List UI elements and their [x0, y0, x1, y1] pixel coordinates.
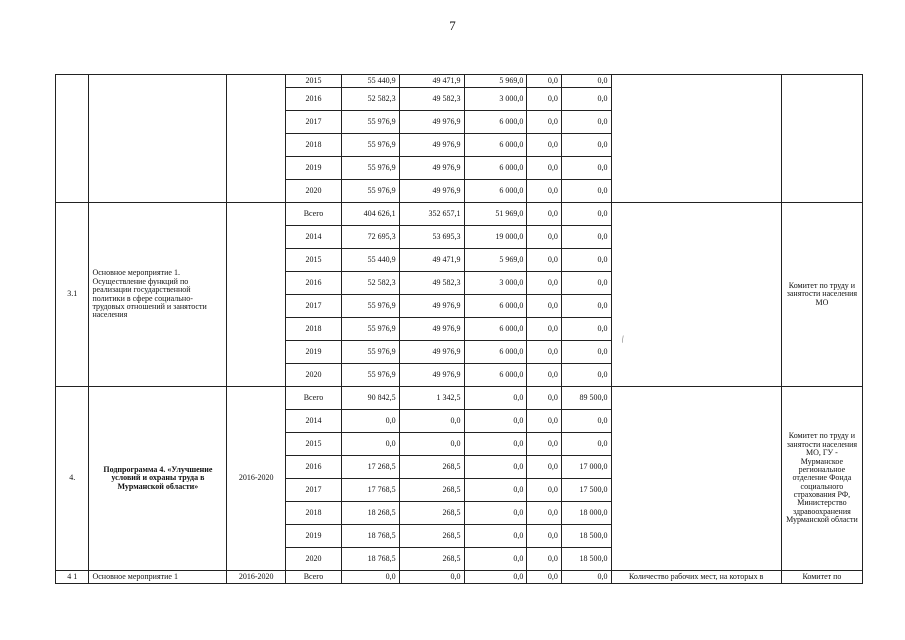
year-cell: 2016 [286, 88, 342, 111]
total-cell: 17 768,5 [341, 479, 399, 502]
source2-cell: 3 000,0 [464, 88, 527, 111]
source2-cell: 19 000,0 [464, 226, 527, 249]
source2-cell: 6 000,0 [464, 341, 527, 364]
page-number: 7 [449, 18, 456, 33]
year-cell: 2015 [286, 75, 342, 88]
source3-cell: 0,0 [527, 249, 561, 272]
source2-cell: 6 000,0 [464, 295, 527, 318]
source3-cell: 0,0 [527, 548, 561, 571]
source4-cell: 0,0 [561, 272, 611, 295]
source4-cell: 0,0 [561, 433, 611, 456]
year-cell: 2019 [286, 157, 342, 180]
table-row [56, 387, 863, 410]
source1-cell: 268,5 [399, 502, 464, 525]
table-body [56, 75, 863, 584]
source4-cell: 0,0 [561, 341, 611, 364]
source4-cell: 18 000,0 [561, 502, 611, 525]
total-cell: 0,0 [341, 433, 399, 456]
total-cell: 52 582,3 [341, 88, 399, 111]
item-name: Основное мероприятие 1 [89, 571, 227, 584]
year-cell: 2014 [286, 226, 342, 249]
total-cell: 55 976,9 [341, 111, 399, 134]
source1-cell: 268,5 [399, 456, 464, 479]
year-cell: Всего [286, 571, 342, 584]
source1-cell: 268,5 [399, 479, 464, 502]
source3-cell: 0,0 [527, 295, 561, 318]
source3-cell: 0,0 [527, 203, 561, 226]
item-number: 4. [56, 387, 89, 571]
source3-cell: 0,0 [527, 525, 561, 548]
year-cell: 2020 [286, 180, 342, 203]
source1-cell: 268,5 [399, 525, 464, 548]
source1-cell: 1 342,5 [399, 387, 464, 410]
year-cell: 2017 [286, 479, 342, 502]
source1-cell: 49 976,9 [399, 111, 464, 134]
source3-cell: 0,0 [527, 180, 561, 203]
source3-cell: 0,0 [527, 226, 561, 249]
source3-cell: 0,0 [527, 134, 561, 157]
source2-cell: 6 000,0 [464, 180, 527, 203]
responsible-org: Комитет по труду и занятости населения МО [781, 203, 862, 387]
total-cell: 55 976,9 [341, 157, 399, 180]
item-period: 2016-2020 [227, 571, 286, 584]
source3-cell: 0,0 [527, 479, 561, 502]
total-cell: 18 268,5 [341, 502, 399, 525]
source1-cell: 352 657,1 [399, 203, 464, 226]
source2-cell: 0,0 [464, 502, 527, 525]
total-cell: 55 440,9 [341, 249, 399, 272]
source4-cell: 0,0 [561, 295, 611, 318]
source4-cell: 0,0 [561, 134, 611, 157]
total-cell: 52 582,3 [341, 272, 399, 295]
year-cell: 2019 [286, 341, 342, 364]
year-cell: Всего [286, 387, 342, 410]
source3-cell: 0,0 [527, 341, 561, 364]
org-cell [781, 75, 862, 203]
source1-cell: 49 976,9 [399, 341, 464, 364]
source3-cell: 0,0 [527, 571, 561, 584]
total-cell: 0,0 [341, 410, 399, 433]
source2-cell: 0,0 [464, 525, 527, 548]
source2-cell: 51 969,0 [464, 203, 527, 226]
year-cell: 2015 [286, 249, 342, 272]
source3-cell: 0,0 [527, 433, 561, 456]
source2-cell: 0,0 [464, 571, 527, 584]
source2-cell: 0,0 [464, 456, 527, 479]
source1-cell: 49 471,9 [399, 249, 464, 272]
total-cell: 72 695,3 [341, 226, 399, 249]
total-cell: 55 976,9 [341, 180, 399, 203]
source3-cell: 0,0 [527, 157, 561, 180]
indicator-cell [611, 75, 781, 203]
total-cell: 0,0 [341, 571, 399, 584]
total-cell: 55 976,9 [341, 318, 399, 341]
source1-cell: 49 976,9 [399, 180, 464, 203]
source4-cell: 17 000,0 [561, 456, 611, 479]
source4-cell: 0,0 [561, 75, 611, 88]
table-row [56, 571, 863, 584]
total-cell: 90 842,5 [341, 387, 399, 410]
name-cell [89, 75, 227, 203]
item-number: 4 1 [56, 571, 89, 584]
year-cell: 2014 [286, 410, 342, 433]
num-cell [56, 75, 89, 203]
source1-cell: 49 582,3 [399, 272, 464, 295]
total-cell: 18 768,5 [341, 525, 399, 548]
source4-cell: 17 500,0 [561, 479, 611, 502]
responsible-org: Комитет по [781, 571, 862, 584]
source1-cell: 53 695,3 [399, 226, 464, 249]
total-cell: 404 626,1 [341, 203, 399, 226]
source4-cell: 0,0 [561, 180, 611, 203]
source4-cell: 0,0 [561, 111, 611, 134]
source1-cell: 49 471,9 [399, 75, 464, 88]
item-name: Основное мероприятие 1. Осуществление функций по реализации государственной политики в сфере социально-трудовых отношений и занятости населения [89, 203, 227, 387]
source1-cell: 268,5 [399, 548, 464, 571]
total-cell: 18 768,5 [341, 548, 399, 571]
item-name: Подпрограмма 4. «Улучшение условий и охраны труда в Мурманской области» [89, 387, 227, 571]
source2-cell: 6 000,0 [464, 134, 527, 157]
source4-cell: 0,0 [561, 318, 611, 341]
total-cell: 55 976,9 [341, 134, 399, 157]
year-cell: 2020 [286, 548, 342, 571]
source1-cell: 0,0 [399, 410, 464, 433]
source4-cell: 0,0 [561, 571, 611, 584]
source3-cell: 0,0 [527, 364, 561, 387]
stray-mark: ⁄ [619, 334, 626, 344]
source4-cell: 0,0 [561, 203, 611, 226]
source4-cell: 18 500,0 [561, 525, 611, 548]
total-cell: 55 976,9 [341, 295, 399, 318]
source4-cell: 0,0 [561, 157, 611, 180]
indicator-cell [611, 203, 781, 387]
responsible-org: Комитет по труду и занятости населения МО, ГУ - Мурманское региональное отделение Фонда социального страхования РФ, Министерство здравоохранения Мурманской области [781, 387, 862, 571]
year-cell: 2015 [286, 433, 342, 456]
source3-cell: 0,0 [527, 410, 561, 433]
year-cell: 2017 [286, 295, 342, 318]
item-number: 3.1 [56, 203, 89, 387]
source4-cell: 0,0 [561, 410, 611, 433]
source3-cell: 0,0 [527, 456, 561, 479]
source2-cell: 5 969,0 [464, 249, 527, 272]
source2-cell: 0,0 [464, 479, 527, 502]
year-cell: 2018 [286, 134, 342, 157]
source1-cell: 49 582,3 [399, 88, 464, 111]
source3-cell: 0,0 [527, 75, 561, 88]
source1-cell: 49 976,9 [399, 295, 464, 318]
source1-cell: 49 976,9 [399, 134, 464, 157]
source2-cell: 3 000,0 [464, 272, 527, 295]
item-period [227, 203, 286, 387]
item-period: 2016-2020 [227, 387, 286, 571]
source4-cell: 18 500,0 [561, 548, 611, 571]
total-cell: 55 976,9 [341, 341, 399, 364]
source2-cell: 6 000,0 [464, 364, 527, 387]
source4-cell: 89 500,0 [561, 387, 611, 410]
source1-cell: 0,0 [399, 433, 464, 456]
source4-cell: 0,0 [561, 88, 611, 111]
source3-cell: 0,0 [527, 387, 561, 410]
year-cell: 2018 [286, 502, 342, 525]
year-cell: 2017 [286, 111, 342, 134]
year-cell: 2016 [286, 272, 342, 295]
year-cell: 2019 [286, 525, 342, 548]
total-cell: 55 440,9 [341, 75, 399, 88]
table-row [56, 203, 863, 226]
source1-cell: 49 976,9 [399, 364, 464, 387]
source2-cell: 5 969,0 [464, 75, 527, 88]
source4-cell: 0,0 [561, 249, 611, 272]
period-cell [227, 75, 286, 203]
source3-cell: 0,0 [527, 502, 561, 525]
source2-cell: 0,0 [464, 410, 527, 433]
total-cell: 55 976,9 [341, 364, 399, 387]
total-cell: 17 268,5 [341, 456, 399, 479]
source3-cell: 0,0 [527, 272, 561, 295]
source4-cell: 0,0 [561, 364, 611, 387]
source2-cell: 6 000,0 [464, 157, 527, 180]
source3-cell: 0,0 [527, 88, 561, 111]
source3-cell: 0,0 [527, 111, 561, 134]
source1-cell: 49 976,9 [399, 318, 464, 341]
source2-cell: 0,0 [464, 548, 527, 571]
source4-cell: 0,0 [561, 226, 611, 249]
budget-table [55, 74, 863, 584]
year-cell: 2020 [286, 364, 342, 387]
source1-cell: 49 976,9 [399, 157, 464, 180]
indicator-cell [611, 387, 781, 571]
source2-cell: 0,0 [464, 387, 527, 410]
indicator-cell: Количество рабочих мест, на которых в [611, 571, 781, 584]
year-cell: 2016 [286, 456, 342, 479]
year-cell: 2018 [286, 318, 342, 341]
source2-cell: 0,0 [464, 433, 527, 456]
source3-cell: 0,0 [527, 318, 561, 341]
table-row [56, 75, 863, 88]
source2-cell: 6 000,0 [464, 318, 527, 341]
source2-cell: 6 000,0 [464, 111, 527, 134]
year-cell: Всего [286, 203, 342, 226]
source1-cell: 0,0 [399, 571, 464, 584]
